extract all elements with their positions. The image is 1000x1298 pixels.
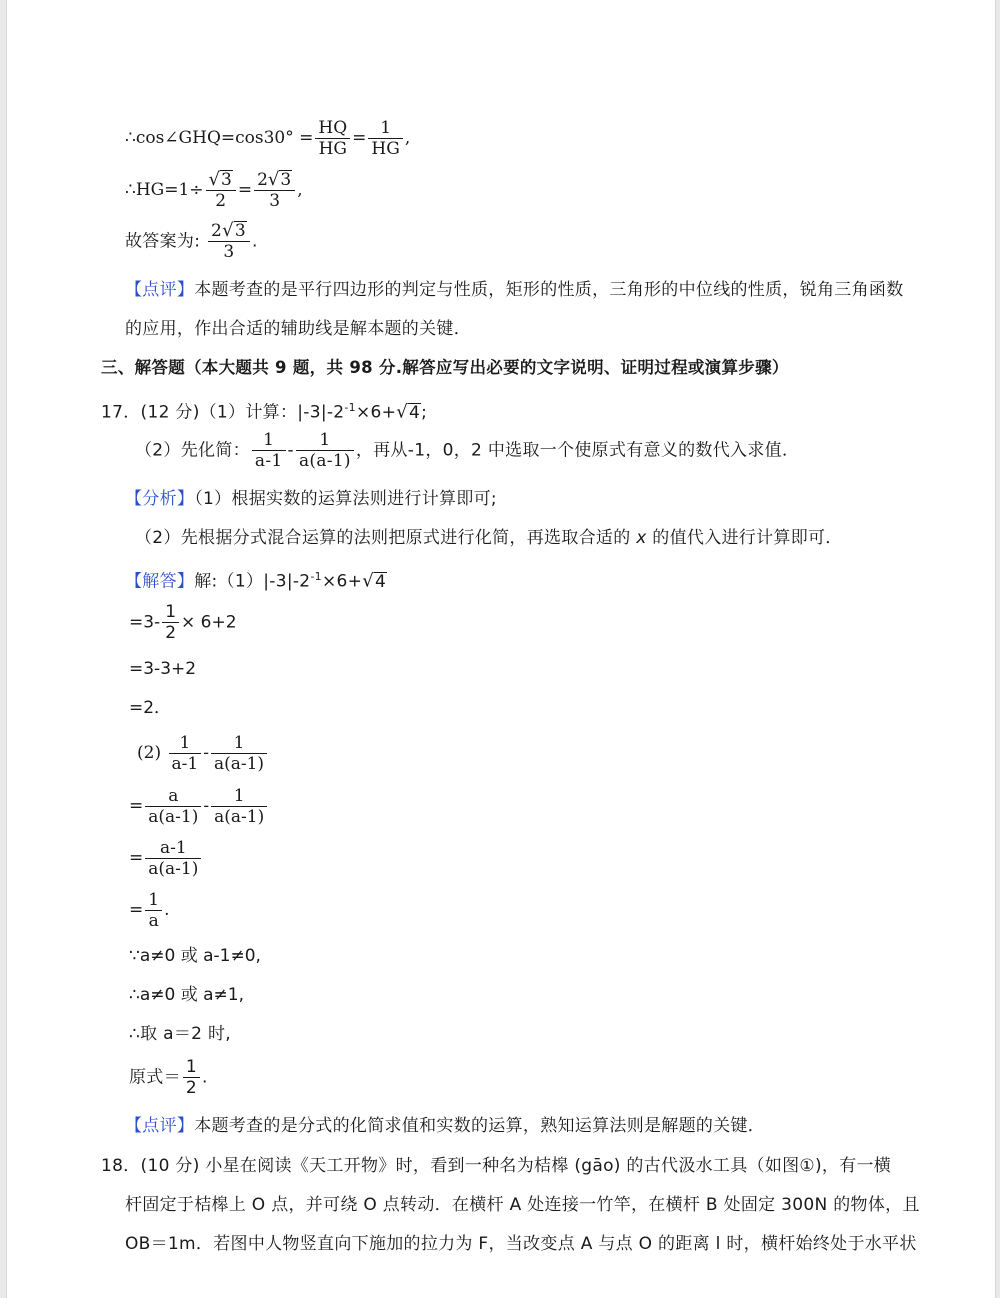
solution-rewrite-3 — [129, 890, 169, 931]
coefficient: 2 — [257, 170, 268, 190]
answer-fraction — [208, 221, 250, 262]
result-line — [129, 1057, 208, 1098]
fraction-1-hg — [368, 118, 402, 159]
denominator: HG — [315, 138, 350, 159]
comment-tag: 【点评】 — [125, 280, 195, 300]
step-text: =3- — [129, 612, 161, 633]
analysis-tag: 【分析】 — [125, 489, 195, 509]
solution-step-4: =2． — [129, 698, 172, 718]
condition-line-2: ∴a≠0 或 a≠1, — [129, 985, 244, 1005]
denominator: a-1 — [252, 450, 286, 471]
fraction-1-2 — [162, 602, 179, 643]
denominator: 2 — [206, 190, 236, 211]
denominator: a(a-1) — [296, 450, 354, 471]
fraction-hq-hg — [315, 118, 350, 159]
minus-sign: - — [287, 440, 294, 461]
denominator: 2 — [162, 622, 179, 643]
radical-sign: √ — [267, 169, 280, 190]
q17-part2-suffix: ，再从-1，0，2 中选取一个使原式有意义的数代入求值． — [355, 440, 800, 461]
semicolon: ; — [421, 402, 428, 423]
analysis-line-1 — [125, 488, 497, 510]
fraction-1-over-a-a-1 — [211, 786, 267, 827]
radical-sign: √ — [396, 401, 408, 423]
exponent: -1 — [344, 401, 356, 414]
radical-sign: √ — [362, 570, 374, 592]
fraction-1-over-a-1 — [169, 733, 202, 774]
solution-text: 解:（1）|-3|-2 — [194, 571, 311, 592]
document-page — [6, 0, 996, 1298]
fraction-1-over-a-a-1 — [211, 733, 267, 774]
solution-rewrite-2 — [129, 838, 203, 879]
numerator: 1 — [380, 118, 392, 138]
denominator: 3 — [254, 190, 295, 211]
fraction-1-over-a-a-1 — [296, 430, 354, 471]
period: . — [164, 900, 170, 920]
fraction-1-2 — [183, 1057, 200, 1098]
comment-tag: 【点评】 — [125, 1116, 195, 1136]
equals-sign: = — [352, 128, 367, 148]
radicand: 3 — [234, 221, 246, 241]
numerator: 1 — [179, 733, 191, 753]
step-text: × 6+2 — [181, 612, 237, 633]
fraction-a-over-a-a-1 — [145, 786, 201, 827]
numerator: 1 — [263, 430, 275, 450]
radical-sign: √ — [208, 169, 221, 190]
part-label: (2) — [137, 743, 162, 763]
fraction-a-1-over-a-a-1 — [145, 838, 201, 879]
radicand: 4 — [374, 571, 387, 592]
solution-step-2 — [129, 602, 237, 643]
analysis-text: （2）先根据分式混合运算的法则把原式进行化简，再选取合适的 — [135, 528, 637, 548]
answer-prefix: 故答案为: — [125, 231, 201, 252]
numerator: 1 — [148, 890, 160, 910]
solution-step-3: =3-3+2 — [129, 659, 197, 679]
denominator: HG — [368, 138, 402, 159]
solution-line-1 — [125, 566, 387, 593]
numerator: 1 — [165, 602, 177, 622]
variable-x: x — [636, 528, 647, 548]
comma: , — [404, 128, 411, 148]
numerator: HQ — [318, 118, 348, 138]
solution-tag: 【解答】 — [125, 571, 195, 592]
period: . — [202, 1067, 208, 1088]
operator: ×6+ — [355, 402, 397, 423]
comment-text: 本题考查的是分式的化简求值和实数的运算，熟知运算法则是解题的关键． — [194, 1116, 766, 1136]
comment-text: 本题考查的是平行四边形的判定与性质，矩形的性质，三角形的中位线的性质，锐角三角函数 — [194, 280, 904, 300]
minus-sign: - — [203, 796, 210, 816]
q17-line-2 — [135, 430, 799, 471]
comment-1-line-1 — [125, 279, 904, 301]
operator: ×6+ — [321, 571, 363, 592]
numerator: 1 — [185, 1057, 198, 1077]
denominator: a — [145, 910, 162, 931]
numerator: 1 — [233, 733, 245, 753]
minus-sign: - — [203, 743, 209, 763]
denominator: a(a-1) — [145, 858, 201, 879]
hg-prefix: ∴HG=1÷ — [125, 180, 204, 200]
fraction-1-over-a — [145, 890, 162, 931]
denominator: a-1 — [169, 753, 202, 774]
q17-head: 17．(12 分)（1）计算：|-3|-2 — [101, 402, 345, 423]
solution-part2-line — [137, 733, 269, 774]
fraction-1-over-a-1 — [252, 430, 286, 471]
section-3-title: 三、解答题（本大题共 9 题，共 98 分.解答应写出必要的文字说明、证明过程或演算步骤） — [101, 358, 789, 377]
fraction-sqrt3-2 — [206, 170, 236, 211]
equals-sign: = — [299, 128, 314, 148]
denominator: 3 — [208, 241, 250, 262]
comment-1-line-2 — [125, 318, 471, 340]
numerator: a — [168, 786, 179, 806]
cos-prefix: ∴cos∠GHQ=cos30° — [125, 128, 294, 148]
exponent: -1 — [310, 570, 322, 583]
analysis-line-2 — [135, 527, 843, 549]
radical-sign: √ — [222, 220, 234, 241]
analysis-text: 的值代入进行计算即可． — [646, 528, 843, 548]
equals-sign: = — [129, 900, 144, 920]
condition-line-3: ∴取 a＝2 时, — [129, 1024, 231, 1044]
analysis-text: （1）根据实数的运算法则进行计算即可; — [194, 489, 497, 509]
coefficient: 2 — [210, 221, 223, 241]
numerator: 1 — [233, 786, 245, 806]
hg-equation-line — [125, 170, 303, 211]
equals-sign: = — [129, 848, 144, 868]
numerator: a-1 — [159, 838, 187, 858]
denominator: 2 — [183, 1077, 200, 1098]
q18-line-1: 18．(10 分) 小星在阅读《天工开物》时，看到一种名为桔槔 (gāo) 的古代汲水工具（如图①)，有一横 — [101, 1156, 892, 1176]
answer-line — [125, 221, 258, 262]
condition-line-1: ∵a≠0 或 a-1≠0, — [129, 946, 261, 966]
radicand: 3 — [280, 170, 292, 190]
radicand: 4 — [408, 402, 421, 423]
q17-part2-prefix: （2）先化简： — [135, 440, 250, 461]
equals-sign: = — [129, 796, 144, 816]
equals-sign: = — [237, 180, 253, 200]
result-prefix: 原式＝ — [129, 1067, 181, 1088]
cos-equation-line — [125, 118, 410, 159]
denominator: a(a-1) — [211, 806, 267, 827]
radicand: 3 — [221, 170, 232, 190]
denominator: a(a-1) — [211, 753, 267, 774]
comma: , — [297, 180, 303, 200]
q18-line-2: 杆固定于桔槔上 O 点，并可绕 O 点转动．在横杆 A 处连接一竹竿，在横杆 B 处固定 300N 的物体，且 — [125, 1195, 920, 1215]
denominator: a(a-1) — [145, 806, 201, 827]
comment-2-line — [125, 1115, 765, 1137]
period: . — [251, 231, 258, 252]
numerator: 1 — [319, 430, 331, 450]
q17-line-1 — [101, 397, 427, 424]
comment-text: 的应用，作出合适的辅助线是解本题的关键． — [125, 319, 471, 339]
solution-rewrite-1 — [129, 786, 269, 827]
fraction-2sqrt3-3 — [254, 170, 295, 211]
q18-line-3: OB＝1m．若图中人物竖直向下施加的拉力为 F，当改变点 A 与点 O 的距离 l 时，横杆始终处于水平状 — [125, 1234, 917, 1254]
